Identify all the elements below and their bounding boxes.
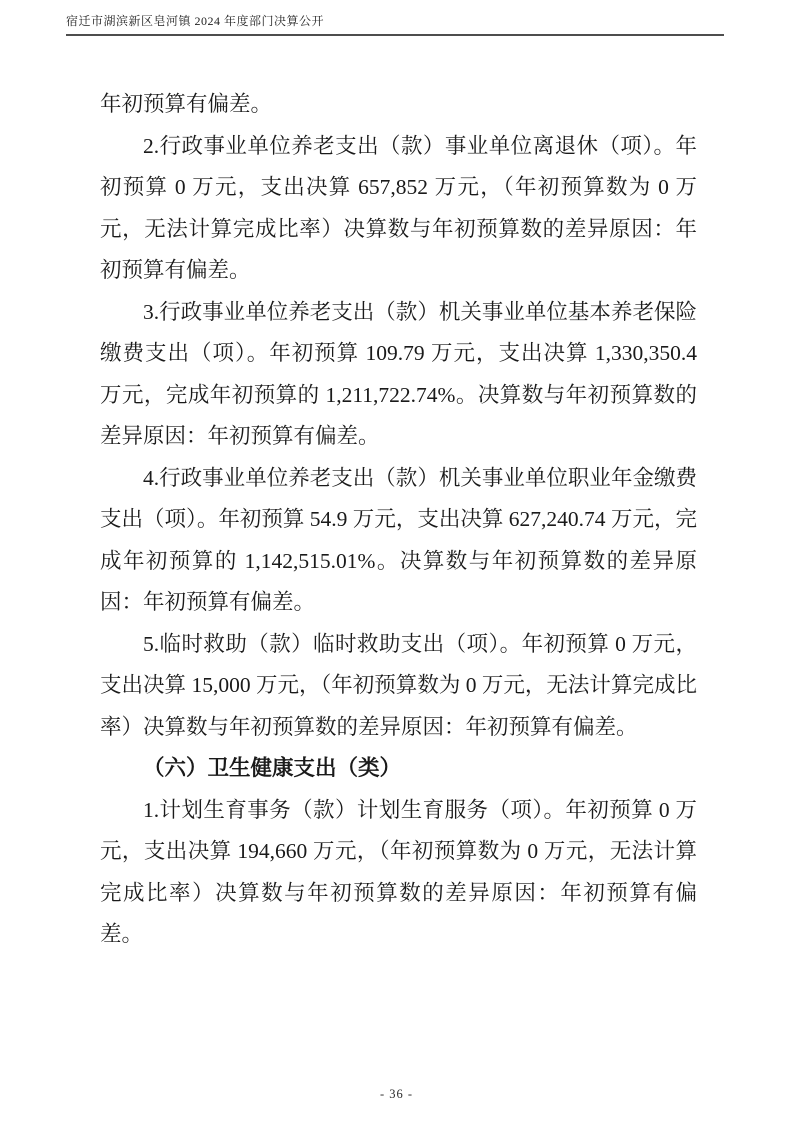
page-footer <box>0 1087 793 1102</box>
paragraph-item-2: 2.行政事业单位养老支出（款）事业单位离退休（项）。年初预算 0 万元，支出决算 657,852 万元，（年初预算数为 0 万元，无法计算完成比率）决算数与年初预算数的差异原因：年初预算有偏差。 <box>100 133 697 282</box>
paragraph-item-3: 3.行政事业单位养老支出（款）机关事业单位基本养老保险缴费支出（项）。年初预算 109.79 万元，支出决算 1,330,350.4 万元，完成年初预算的 1,211,722.74%。决算数与年初预算数的差异原因：年初预算有偏差。 <box>100 299 697 448</box>
paragraph-item-5: 5.临时救助（款）临时救助支出（项）。年初预算 0 万元，支出决算 15,000 万元，（年初预算数为 0 万元，无法计算完成比率）决算数与年初预算数的差异原因：年初预算有偏差。 <box>100 631 697 739</box>
section-heading: （六）卫生健康支出（类） <box>143 756 402 780</box>
header-title: 宿迁市湖滨新区皂河镇 2024 年度部门决算公开 <box>66 14 325 28</box>
document-body <box>100 84 697 956</box>
page-number: - 36 - <box>379 1087 414 1101</box>
page-header <box>66 12 724 36</box>
paragraph-item-6-1: 1.计划生育事务（款）计划生育服务（项）。年初预算 0 万元，支出决算 194,660 万元，（年初预算数为 0 万元，无法计算完成比率）决算数与年初预算数的差异原因：年初预算有偏差。 <box>100 797 697 946</box>
paragraph-continuation: 年初预算有偏差。 <box>100 92 273 116</box>
paragraph-item-4: 4.行政事业单位养老支出（款）机关事业单位职业年金缴费支出（项）。年初预算 54.9 万元，支出决算 627,240.74 万元，完成年初预算的 1,142,515.01%。决算数与年初预算数的差异原因：年初预算有偏差。 <box>100 465 697 614</box>
